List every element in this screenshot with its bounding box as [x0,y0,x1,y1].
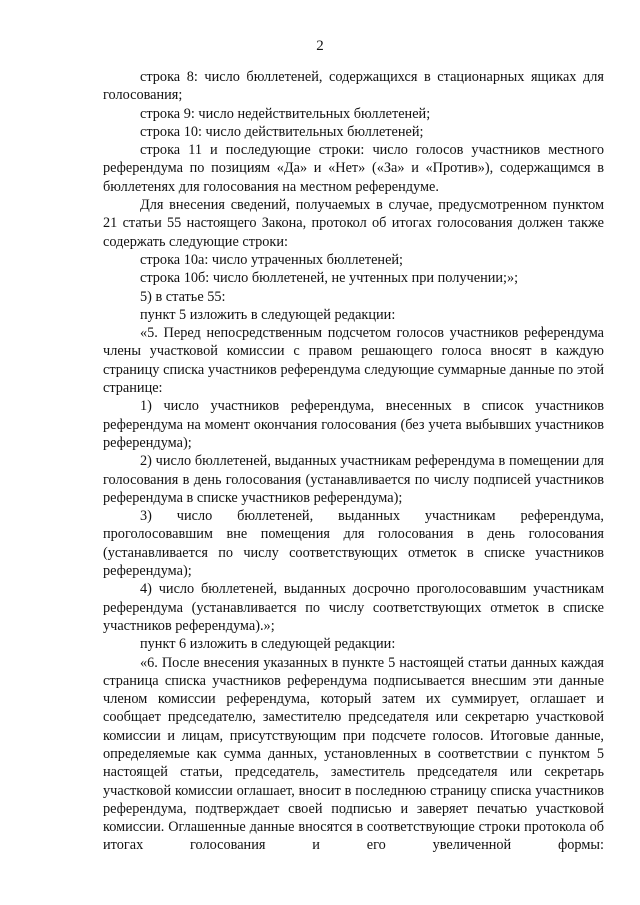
paragraph-additional-lines: Для внесения сведений, получаемых в случае, предусмотренном пунктом 21 статьи 55 настоящего Закона, протокол об итогах голосования должен также содержать следующие строки: [103,197,604,250]
paragraph-item-5-2: 2) число бюллетеней, выданных участникам референдума в помещении для голосования в день голосования (устанавливается по числу подписей участников референдума в списке участников референдума); [103,453,604,506]
page-number: 2 [316,38,324,54]
paragraph-item-5-text: «5. Перед непосредственным подсчетом голосов участников референдума члены участковой комиссии с правом решающего голоса вносят в каждую страницу списка участников референдума следующие суммарные данные по этой странице: [103,325,604,397]
paragraph-item-5-intro: пункт 5 изложить в следующей редакции: [140,306,396,323]
paragraph-article-55: 5) в статье 55: [140,288,226,305]
paragraph-line-10b: строка 10б: число бюллетеней, не учтенных при получении;»; [140,270,519,287]
paragraph-line-8: строка 8: число бюллетеней, содержащихся в стационарных ящиках для голосования; [103,69,604,104]
paragraph-line-9: строка 9: число недействительных бюллетеней; [140,105,431,122]
paragraph-item-5-1: 1) число участников референдума, внесенных в список участников референдума на момент окончания голосования (без учета выбывших участников референдума); [103,398,604,451]
paragraph-item-5-3: 3) число бюллетеней, выданных участникам референдума, проголосовавшим вне помещения для голосования в день голосования (устанавливается по числу соответствующих отметок в списке участников референдума); [103,508,604,580]
paragraph-item-6-text: «6. После внесения указанных в пункте 5 настоящей статьи данных каждая страница списка участников референдума подписывается внесшим эти данные членом комиссии референдума, который затем их суммирует, оглашает и сообщает председателю, заместителю председателя или секретарю участковой комиссии и лицам, присутствующим при подсчете голосов. Итоговые данные, определяемые как сумма данных, установленных в соответствии с пунктом 5 настоящей статьи, председатель, заместитель председателя или секретарь участковой комиссии оглашает, вносит в последнюю страницу списка участников референдума, подтверждает своей подписью и заверяет печатью участковой комиссии. Оглашенные данные вносятся в соответствующие строки протокола об итогах голосования и его увеличенной формы: [103,654,604,854]
paragraph-item-5-4: 4) число бюллетеней, выданных досрочно проголосовавшим участникам референдума (устанавливается по числу соответствующих отметок в списке участников референдума).»; [103,581,604,634]
paragraph-item-6-intro: пункт 6 изложить в следующей редакции: [140,636,396,653]
paragraph-line-10a: строка 10а: число утраченных бюллетеней; [140,251,404,268]
document-body [103,68,604,855]
paragraph-line-10: строка 10: число действительных бюллетеней; [140,123,424,140]
paragraph-line-11: строка 11 и последующие строки: число голосов участников местного референдума по позициям «Да» и «Нет» («За» и «Против»), содержащимся в бюллетенях для голосования на местном референдуме. [103,142,604,195]
